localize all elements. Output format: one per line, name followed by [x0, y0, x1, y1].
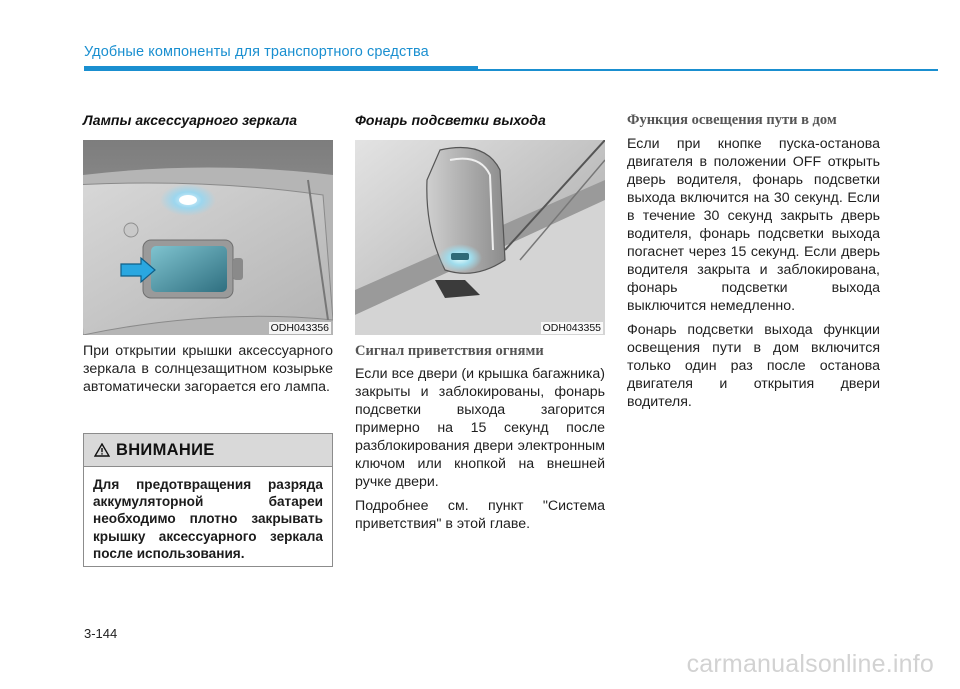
welcome-light-reference: Подробнее см. пункт "Система приветствия" в этой главе.: [355, 498, 605, 532]
section-header: Удобные компоненты для транспортного средства: [84, 44, 429, 60]
photo-code: ODH043356: [270, 322, 329, 334]
warning-text: Для предотвращения разряда аккумуляторной батареи необходимо плотно закрывать крышку аксессуарного зеркала после использования.: [93, 477, 323, 561]
exit-lamp-title: Фонарь подсветки выхода: [355, 112, 546, 128]
vanity-mirror-photo: [83, 140, 333, 335]
header-rule-thin: [478, 69, 938, 71]
escort-light-subheading: Функция освещения пути в дом: [627, 112, 837, 128]
escort-light-section: [627, 112, 880, 417]
watermark: carmanualsonline.info: [686, 650, 934, 678]
side-mirror-illustration: [355, 140, 605, 335]
escort-light-paragraph-2: Фонарь подсветки выхода функции освещения пути в дом включится только один раз после останова двигателя и открытия двери водителя.: [627, 322, 880, 410]
sun-visor-illustration: [83, 140, 333, 335]
escort-light-paragraph: Если при кнопке пуска-останова двигателя в положении OFF открыть дверь водителя, фонарь подсветки выхода включится на 30 секунд. Если в течение 30 секунд закрыть дверь водителя, фонарь подсветки выхода погаснет через 15 секунд. Если дверь водителя закрыта и заблокирована, фонарь подсветки выхода выключится немедленно.: [627, 136, 880, 314]
vanity-mirror-text: [83, 342, 333, 402]
vanity-mirror-paragraph: При открытии крышки аксессуарного зеркала в солнцезащитном козырьке автоматически загорается его лампа.: [83, 343, 333, 395]
vanity-mirror-title: Лампы аксессуарного зеркала: [83, 112, 298, 128]
exit-lamp-photo: [355, 140, 605, 335]
warning-box: [83, 433, 333, 567]
header-rule-thick: [84, 66, 478, 71]
welcome-light-subheading: Сигнал приветствия огнями: [355, 343, 544, 359]
photo-code: ODH043355: [542, 322, 601, 334]
warning-label: ВНИМАНИЕ: [116, 440, 215, 459]
warning-header: [84, 434, 332, 467]
page-number: 3-144: [84, 626, 118, 641]
warning-triangle-icon: [94, 443, 110, 457]
welcome-light-section: [355, 343, 605, 539]
welcome-light-paragraph: Если все двери (и крышка багажника) закрыты и заблокированы, фонарь подсветки выхода загорится примерно на 15 секунд после разблокирования двери электронным ключом или кнопкой на внешней ручке двери.: [355, 366, 605, 490]
